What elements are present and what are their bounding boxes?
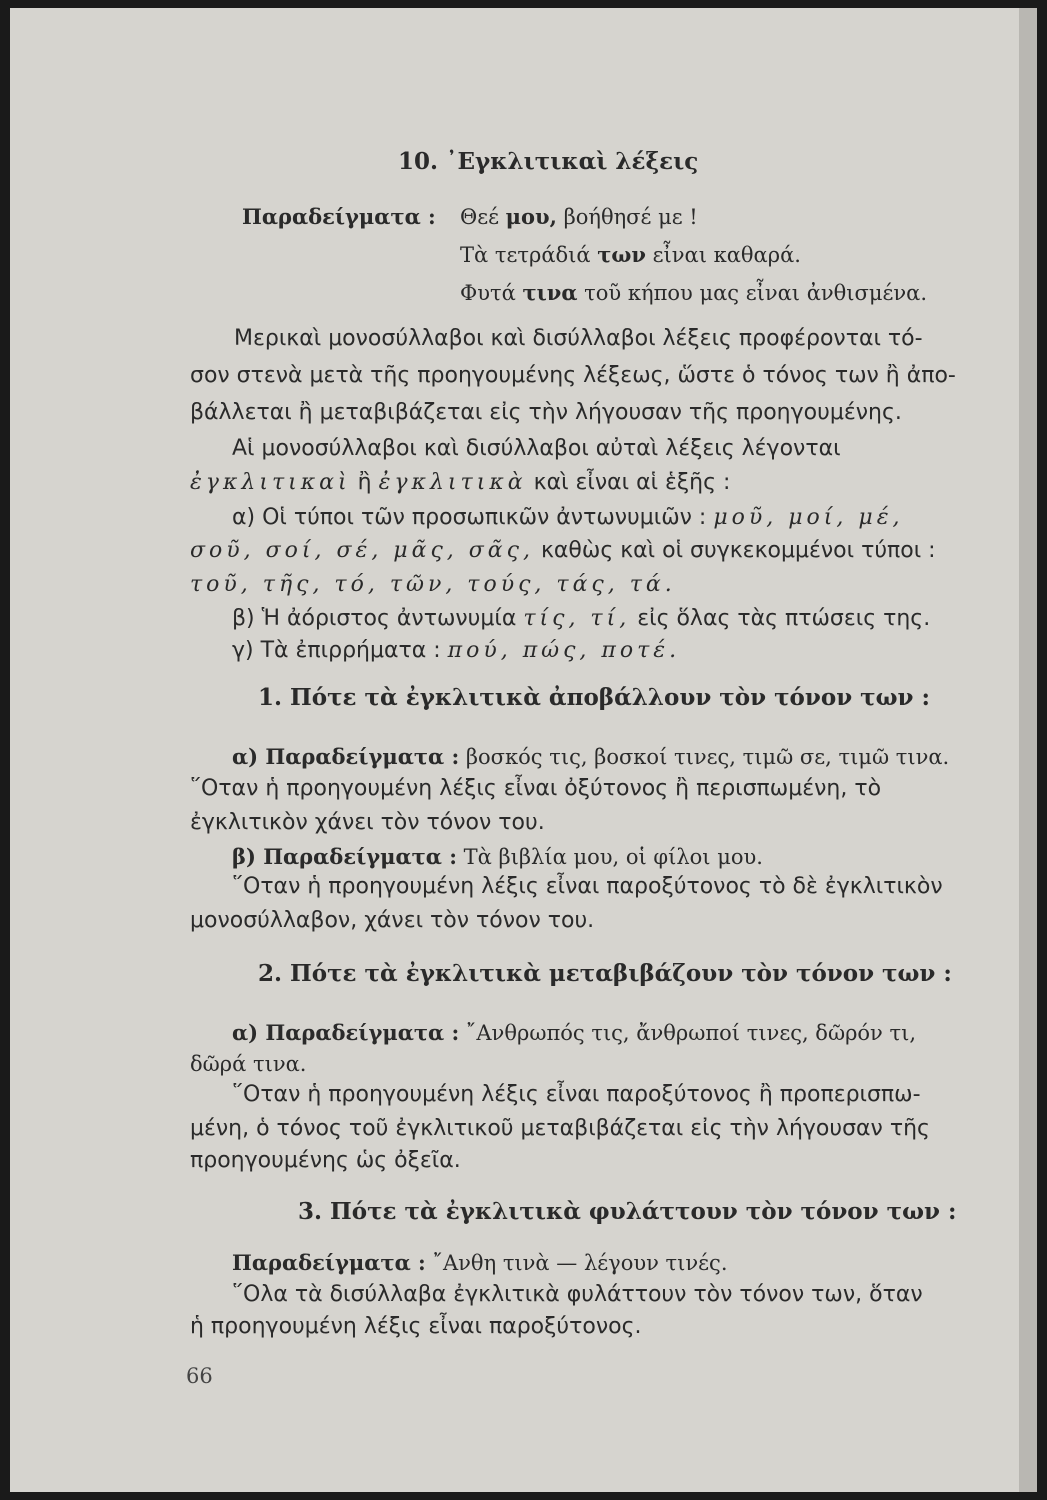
paragraph-line: ἐγκλιτικαὶ ἢ ἐγκλιτικὰ καὶ εἶναι αἱ ἑξῆς : — [190, 470, 731, 495]
section-1-examples-b: β) Παραδείγματα : Τὰ βιβλία μου, οἱ φίλοι μου. — [232, 844, 763, 869]
paragraph-line: δῶρά τινα. — [190, 1052, 307, 1076]
paragraph-line: σον στενὰ μετὰ τῆς προηγουμένης λέξεως, ὥστε ὁ τόνος των ἢ ἀπο- — [190, 363, 956, 388]
intro-examples-label: Παραδείγματα : — [242, 204, 436, 229]
section-3-examples: Παραδείγματα : ῎Ανθη τινὰ — λέγουν τινές. — [232, 1250, 728, 1275]
paragraph-line: Αἱ μονοσύλλαβοι καὶ δισύλλαβοι αὐταὶ λέξεις λέγονται — [232, 436, 841, 461]
paragraph-line: ἡ προηγουμένη λέξις εἶναι παροξύτονος. — [190, 1314, 642, 1339]
list-item-a-cont: τοῦ, τῆς, τό, τῶν, τούς, τάς, τά. — [190, 572, 676, 597]
list-item-c: γ) Τὰ ἐπιρρήματα : πού, πώς, ποτέ. — [232, 638, 681, 663]
section-2-examples-a: α) Παραδείγματα : ῎Ανθρωπός τις, ἄνθρωποί τινες, δῶρόν τι, — [232, 1020, 917, 1045]
section-1-heading: 1. Πότε τὰ ἐγκλιτικὰ ἀποβάλλουν τὸν τόνον των : — [258, 684, 930, 711]
section-1-examples-a: α) Παραδείγματα : βοσκός τις, βοσκοί τινες, τιμῶ σε, τιμῶ τινα. — [232, 744, 950, 769]
list-item-b: β) Ἡ ἀόριστος ἀντωνυμία τίς, τί, εἰς ὅλας τὰς πτώσεις της. — [232, 606, 931, 631]
page-number: 66 — [186, 1364, 213, 1388]
paragraph-line: Μερικαὶ μονοσύλλαβοι καὶ δισύλλαβοι λέξεις προφέρονται τό- — [234, 326, 923, 351]
list-item-a-cont: σοῦ, σοί, σέ, μᾶς, σᾶς, καθὼς καὶ οἱ συγκεκομμένοι τύποι : — [190, 538, 936, 563]
paragraph-line: ῞Οταν ἡ προηγουμένη λέξις εἶναι παροξύτονος τὸ δὲ ἐγκλιτικὸν — [232, 874, 943, 899]
paragraph-line: βάλλεται ἢ μεταβιβάζεται εἰς τὴν λήγουσαν τῆς προηγουμένης. — [190, 400, 902, 425]
paragraph-line: ῞Οταν ἡ προηγουμένη λέξις εἶναι ὀξύτονος ἢ περισπωμένη, τὸ — [190, 776, 882, 801]
chapter-title: 10. ᾿Εγκλιτικαὶ λέξεις — [398, 148, 699, 175]
section-3-heading: 3. Πότε τὰ ἐγκλιτικὰ φυλάττουν τὸν τόνον των : — [298, 1198, 957, 1225]
paragraph-line: ἐγκλιτικὸν χάνει τὸν τόνον του. — [190, 810, 545, 835]
paragraph-line: προηγουμένης ὡς ὀξεῖα. — [190, 1148, 461, 1173]
intro-example-line: Θεέ μου, βοήθησέ με ! — [460, 204, 698, 229]
page-edge-shadow — [1019, 8, 1037, 1492]
paragraph-line: ῞Οταν ἡ προηγουμένη λέξις εἶναι παροξύτονος ἢ προπερισπω- — [232, 1082, 921, 1107]
paragraph-line: ῞Ολα τὰ δισύλλαβα ἐγκλιτικὰ φυλάττουν τὸν τόνον των, ὅταν — [232, 1282, 923, 1307]
paragraph-line: μένη, ὁ τόνος τοῦ ἐγκλιτικοῦ μεταβιβάζεται εἰς τὴν λήγουσαν τῆς — [190, 1116, 930, 1141]
intro-example-line: Φυτά τινα τοῦ κήπου μας εἶναι ἀνθισμένα. — [460, 280, 928, 305]
paragraph-line: μονοσύλλαβον, χάνει τὸν τόνον του. — [190, 908, 595, 933]
list-item-a: α) Οἱ τύποι τῶν προσωπικῶν ἀντωνυμιῶν : μοῦ, μοί, μέ, — [232, 505, 904, 530]
section-2-heading: 2. Πότε τὰ ἐγκλιτικὰ μεταβιβάζουν τὸν τόνον των : — [258, 960, 952, 987]
book-page — [10, 8, 1037, 1492]
intro-example-line: Τὰ τετράδιά των εἶναι καθαρά. — [460, 242, 801, 267]
